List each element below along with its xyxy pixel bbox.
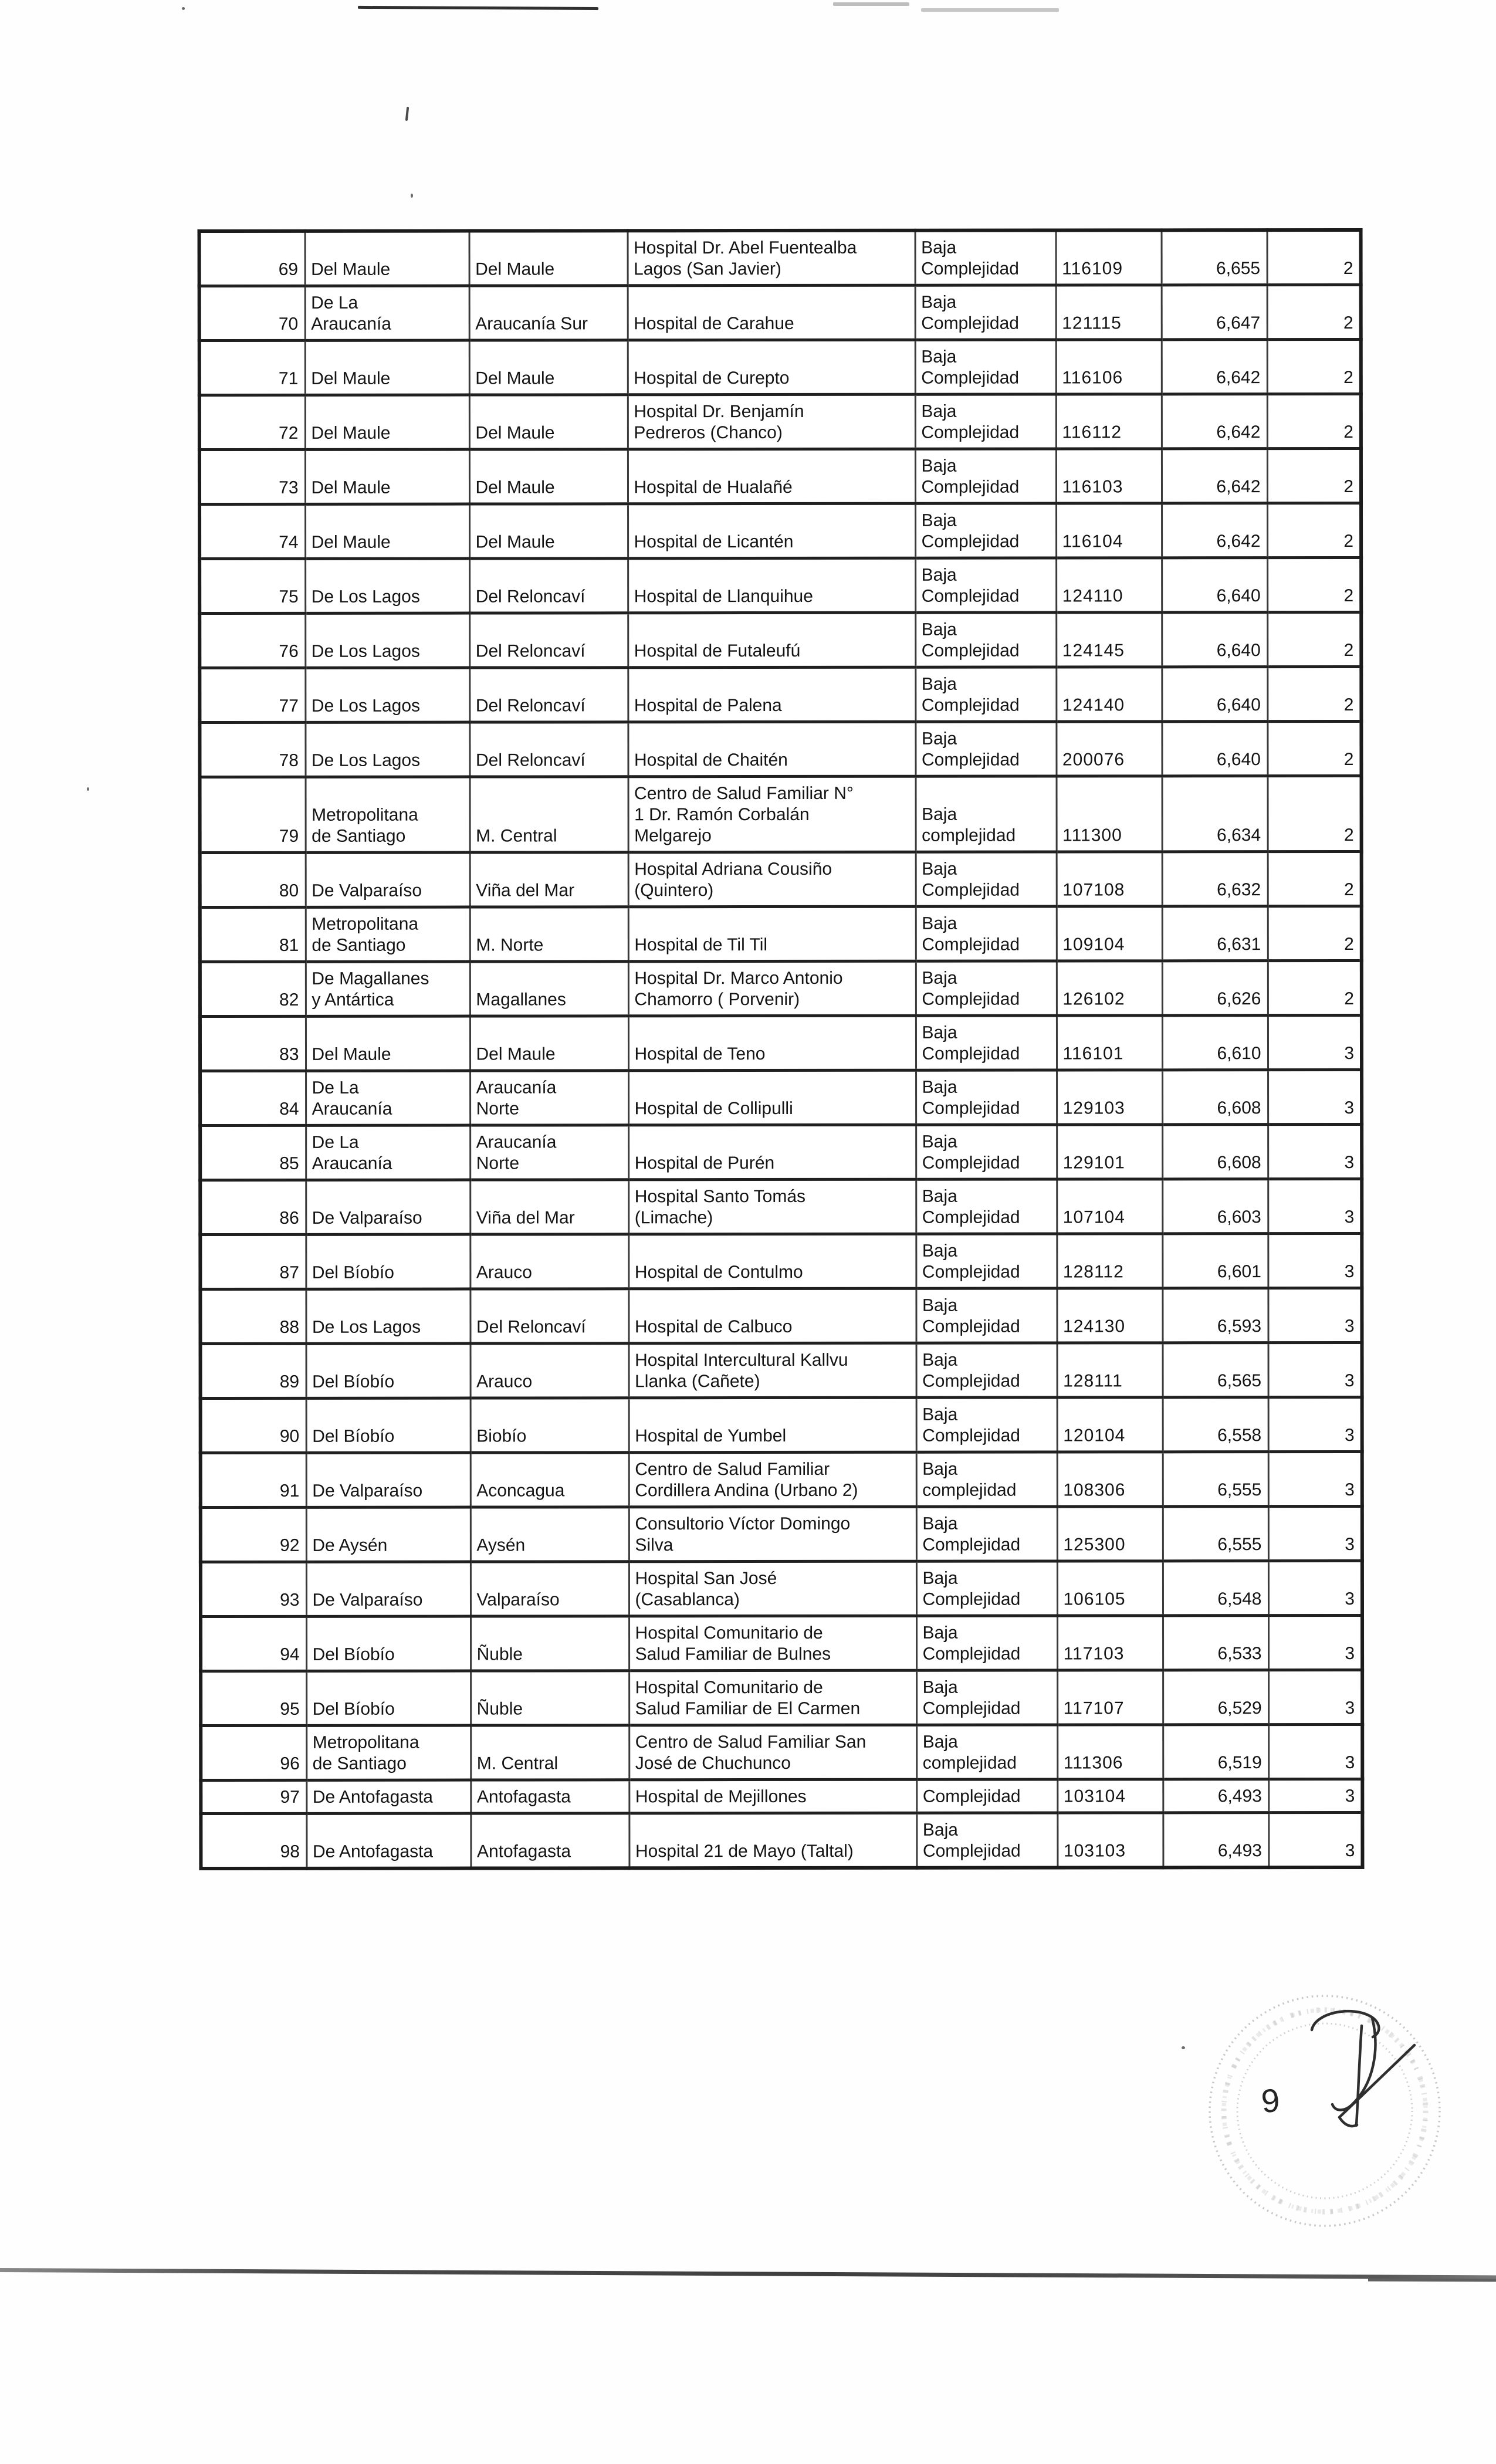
group-cell: 3 bbox=[1268, 1506, 1362, 1561]
code-cell: 128112 bbox=[1057, 1234, 1162, 1288]
group-cell: 2 bbox=[1267, 285, 1361, 339]
code-cell: 116103 bbox=[1056, 449, 1162, 503]
score-cell: 6,608 bbox=[1162, 1070, 1268, 1125]
region-cell: De Los Lagos bbox=[306, 1289, 470, 1343]
complexity-cell: Baja Complejidad bbox=[916, 1813, 1057, 1868]
establishment-cell: Centro de Salud Familiar San José de Chuchunco bbox=[629, 1725, 916, 1780]
complexity-cell: Baja complejidad bbox=[916, 1725, 1057, 1779]
establishment-cell: Hospital de Carahue bbox=[628, 285, 915, 340]
establishment-cell: Hospital Comunitario de Salud Familiar de Bulnes bbox=[629, 1616, 916, 1671]
region-cell: De Aysén bbox=[306, 1507, 471, 1562]
complexity-cell: Baja Complejidad bbox=[915, 503, 1056, 558]
table-row bbox=[201, 1451, 1362, 1507]
score-cell: 6,603 bbox=[1162, 1179, 1268, 1234]
service-cell: Viña del Mar bbox=[470, 852, 628, 907]
scan-speck bbox=[1182, 2046, 1185, 2049]
score-cell: 6,640 bbox=[1162, 722, 1267, 776]
scan-artifact-line bbox=[921, 8, 1059, 12]
region-cell: De Valparaíso bbox=[306, 1453, 471, 1507]
service-cell: Araucanía Norte bbox=[470, 1125, 628, 1180]
code-cell: 117107 bbox=[1057, 1670, 1163, 1725]
group-cell: 3 bbox=[1268, 1451, 1362, 1506]
rank-cell: 96 bbox=[201, 1725, 306, 1780]
code-cell: 103103 bbox=[1057, 1813, 1163, 1868]
table-row bbox=[199, 448, 1361, 504]
service-cell: Del Reloncaví bbox=[469, 722, 628, 777]
establishment-cell: Hospital de Palena bbox=[628, 667, 915, 722]
region-cell: De Magallanes y Antártica bbox=[306, 962, 470, 1016]
rank-cell: 93 bbox=[201, 1562, 306, 1616]
rank-cell: 91 bbox=[201, 1453, 306, 1507]
table-row bbox=[201, 1506, 1362, 1562]
establishment-cell: Hospital San José (Casablanca) bbox=[629, 1561, 916, 1616]
scan-artifact-line bbox=[833, 2, 909, 6]
rank-cell: 87 bbox=[200, 1234, 306, 1289]
establishment-cell: Centro de Salud Familiar Cordillera Andina (Urbano 2) bbox=[629, 1452, 916, 1507]
complexity-cell: Baja Complejidad bbox=[915, 394, 1056, 449]
region-cell: Metropolitana de Santiago bbox=[306, 1725, 471, 1780]
score-cell: 6,608 bbox=[1162, 1125, 1268, 1179]
service-cell: Del Reloncaví bbox=[469, 613, 628, 668]
code-cell: 116106 bbox=[1056, 340, 1162, 394]
region-cell: Del Bíobío bbox=[306, 1343, 471, 1398]
score-cell: 6,634 bbox=[1162, 776, 1268, 852]
establishment-cell: Hospital Dr. Abel Fuentealba Lagos (San Javier) bbox=[628, 231, 915, 286]
score-cell: 6,493 bbox=[1163, 1813, 1268, 1868]
group-cell: 2 bbox=[1267, 721, 1361, 776]
score-cell: 6,555 bbox=[1163, 1507, 1268, 1561]
establishment-cell: Hospital Dr. Benjamín Pedreros (Chanco) bbox=[628, 394, 915, 449]
code-cell: 117103 bbox=[1057, 1616, 1163, 1670]
score-cell: 6,493 bbox=[1163, 1779, 1268, 1813]
signature-mark bbox=[1312, 2011, 1414, 2126]
complexity-cell: Baja Complejidad bbox=[916, 1234, 1057, 1288]
region-cell: De La Araucanía bbox=[306, 1125, 470, 1180]
establishment-cell: Hospital 21 de Mayo (Taltal) bbox=[629, 1813, 916, 1868]
score-cell: 6,655 bbox=[1162, 230, 1267, 285]
code-cell: 116112 bbox=[1056, 394, 1162, 449]
service-cell: M. Central bbox=[471, 1725, 629, 1780]
group-cell: 3 bbox=[1268, 1561, 1362, 1615]
code-cell: 121115 bbox=[1056, 285, 1162, 340]
code-cell: 128111 bbox=[1057, 1343, 1163, 1397]
complexity-cell: Baja Complejidad bbox=[915, 722, 1056, 776]
rank-cell: 86 bbox=[200, 1180, 306, 1234]
complexity-cell: Baja Complejidad bbox=[915, 449, 1056, 503]
complexity-cell: Baja Complejidad bbox=[916, 1125, 1057, 1179]
score-cell: 6,640 bbox=[1162, 612, 1267, 667]
code-cell: 106105 bbox=[1057, 1561, 1163, 1616]
rank-cell: 88 bbox=[200, 1289, 306, 1343]
complexity-cell: Baja Complejidad bbox=[915, 340, 1056, 394]
service-cell: Araucanía Sur bbox=[469, 286, 628, 340]
service-cell: Viña del Mar bbox=[470, 1180, 628, 1234]
table-row bbox=[199, 230, 1361, 286]
table-row bbox=[201, 1779, 1362, 1813]
group-cell: 3 bbox=[1268, 1233, 1362, 1288]
group-cell: 2 bbox=[1268, 906, 1362, 960]
complexity-cell: Baja Complejidad bbox=[916, 1179, 1057, 1234]
complexity-cell: Baja Complejidad bbox=[916, 1507, 1057, 1561]
group-cell: 2 bbox=[1268, 960, 1362, 1015]
rank-cell: 73 bbox=[199, 449, 305, 504]
rank-cell: 76 bbox=[199, 613, 305, 668]
service-cell: Del Maule bbox=[469, 231, 628, 286]
rank-cell: 97 bbox=[201, 1780, 306, 1813]
code-cell: 200076 bbox=[1056, 722, 1162, 776]
complexity-cell: Baja Complejidad bbox=[916, 1397, 1057, 1452]
rank-cell: 79 bbox=[200, 777, 306, 852]
establishment-cell: Hospital de Purén bbox=[628, 1125, 916, 1180]
complexity-cell: Baja Complejidad bbox=[916, 1616, 1057, 1670]
complexity-cell: Baja Complejidad bbox=[916, 1070, 1057, 1125]
region-cell: De La Araucanía bbox=[306, 1071, 470, 1125]
region-cell: Del Maule bbox=[305, 449, 469, 504]
score-cell: 6,642 bbox=[1162, 340, 1267, 394]
table-row bbox=[201, 1342, 1362, 1398]
region-cell: Del Bíobío bbox=[306, 1671, 471, 1725]
code-cell: 124110 bbox=[1056, 558, 1162, 612]
code-cell: 124145 bbox=[1056, 612, 1162, 667]
service-cell: Aysén bbox=[471, 1507, 629, 1562]
region-cell: Metropolitana de Santiago bbox=[306, 777, 470, 852]
table-row bbox=[199, 503, 1361, 559]
score-cell: 6,555 bbox=[1163, 1452, 1268, 1507]
service-cell: Del Maule bbox=[470, 1016, 628, 1071]
group-cell: 3 bbox=[1268, 1724, 1362, 1779]
establishment-cell: Hospital de Til Til bbox=[628, 906, 916, 962]
establishment-cell: Hospital Adriana Cousiño (Quintero) bbox=[628, 852, 916, 907]
service-cell: Ñuble bbox=[471, 1671, 629, 1725]
service-cell: Del Maule bbox=[469, 395, 628, 449]
rank-cell: 83 bbox=[200, 1016, 306, 1071]
region-cell: Metropolitana de Santiago bbox=[306, 907, 470, 962]
complexity-cell: Baja Complejidad bbox=[915, 231, 1056, 286]
rank-cell: 72 bbox=[199, 395, 305, 449]
table-row bbox=[199, 721, 1361, 777]
group-cell: 3 bbox=[1268, 1615, 1362, 1670]
complexity-cell: Baja Complejidad bbox=[916, 1288, 1057, 1343]
service-cell: Del Reloncaví bbox=[469, 559, 628, 613]
table-row bbox=[200, 1015, 1362, 1071]
rank-cell: 90 bbox=[201, 1398, 306, 1453]
service-cell: Del Maule bbox=[469, 449, 628, 504]
group-cell: 3 bbox=[1268, 1670, 1362, 1724]
group-cell: 3 bbox=[1268, 1812, 1362, 1867]
code-cell: 129101 bbox=[1057, 1125, 1162, 1179]
group-cell: 2 bbox=[1267, 339, 1361, 394]
table-row bbox=[200, 906, 1362, 962]
group-cell: 3 bbox=[1268, 1015, 1362, 1069]
hospitals-table-container bbox=[198, 228, 1361, 1870]
group-cell: 3 bbox=[1268, 1779, 1362, 1812]
rank-cell: 78 bbox=[199, 722, 305, 777]
table-row bbox=[199, 557, 1361, 613]
establishment-cell: Hospital de Yumbel bbox=[629, 1397, 916, 1453]
code-cell: 124130 bbox=[1057, 1288, 1162, 1343]
code-cell: 111306 bbox=[1057, 1725, 1163, 1779]
rank-cell: 89 bbox=[201, 1343, 306, 1398]
region-cell: De Los Lagos bbox=[305, 722, 469, 777]
establishment-cell: Hospital de Teno bbox=[628, 1016, 916, 1071]
group-cell: 2 bbox=[1267, 666, 1361, 721]
table-row bbox=[200, 1233, 1362, 1289]
service-cell: Araucanía Norte bbox=[470, 1071, 628, 1125]
score-cell: 6,593 bbox=[1162, 1288, 1268, 1343]
group-cell: 2 bbox=[1267, 394, 1361, 448]
complexity-cell: Baja Complejidad bbox=[915, 612, 1056, 667]
table-row bbox=[200, 1124, 1362, 1180]
score-cell: 6,642 bbox=[1162, 449, 1267, 503]
service-cell: Del Maule bbox=[469, 504, 628, 559]
establishment-cell: Consultorio Víctor Domingo Silva bbox=[629, 1507, 916, 1562]
service-cell: Magallanes bbox=[470, 962, 628, 1016]
region-cell: De Antofagasta bbox=[306, 1780, 471, 1813]
establishment-cell: Hospital Intercultural Kallvu Llanka (Cañete) bbox=[629, 1343, 916, 1398]
rank-cell: 75 bbox=[199, 559, 305, 613]
establishment-cell: Hospital de Hualañé bbox=[628, 449, 915, 504]
service-cell: Biobío bbox=[471, 1398, 629, 1453]
establishment-cell: Hospital de Futaleufú bbox=[628, 612, 915, 668]
establishment-cell: Hospital Comunitario de Salud Familiar de El Carmen bbox=[629, 1670, 916, 1725]
group-cell: 2 bbox=[1267, 448, 1361, 503]
score-cell: 6,529 bbox=[1163, 1670, 1268, 1725]
rank-cell: 71 bbox=[199, 340, 305, 395]
service-cell: Ñuble bbox=[471, 1616, 629, 1671]
region-cell: De Valparaíso bbox=[306, 1562, 471, 1616]
score-cell: 6,640 bbox=[1162, 558, 1267, 612]
group-cell: 3 bbox=[1268, 1342, 1362, 1397]
score-cell: 6,631 bbox=[1162, 906, 1268, 961]
region-cell: De La Araucanía bbox=[305, 286, 469, 340]
complexity-cell: Complejidad bbox=[916, 1779, 1057, 1813]
scan-speck bbox=[182, 7, 185, 10]
establishment-cell: Hospital de Contulmo bbox=[628, 1234, 916, 1289]
table-row bbox=[201, 1615, 1362, 1671]
region-cell: De Valparaíso bbox=[306, 1180, 470, 1234]
establishment-cell: Centro de Salud Familiar N° 1 Dr. Ramón Corbalán Melgarejo bbox=[628, 776, 916, 852]
group-cell: 2 bbox=[1268, 776, 1362, 851]
service-cell: Antofagasta bbox=[471, 1813, 629, 1869]
rank-cell: 92 bbox=[201, 1507, 306, 1562]
service-cell: Arauco bbox=[471, 1343, 629, 1398]
complexity-cell: Baja Complejidad bbox=[915, 285, 1056, 340]
code-cell: 125300 bbox=[1057, 1507, 1163, 1561]
score-cell: 6,533 bbox=[1163, 1616, 1268, 1670]
service-cell: M. Central bbox=[470, 777, 628, 852]
establishment-cell: Hospital Dr. Marco Antonio Chamorro ( Porvenir) bbox=[628, 961, 916, 1016]
service-cell: Del Maule bbox=[469, 340, 628, 395]
rank-cell: 74 bbox=[199, 504, 305, 559]
scan-artifact-line bbox=[358, 6, 598, 10]
rank-cell: 94 bbox=[201, 1616, 306, 1671]
scan-speck bbox=[411, 194, 413, 198]
code-cell: 108306 bbox=[1057, 1452, 1163, 1507]
rank-cell: 69 bbox=[199, 231, 305, 286]
score-cell: 6,548 bbox=[1163, 1561, 1268, 1616]
group-cell: 3 bbox=[1268, 1288, 1362, 1342]
complexity-cell: Baja Complejidad bbox=[916, 906, 1057, 961]
group-cell: 2 bbox=[1267, 503, 1361, 557]
region-cell: Del Bíobío bbox=[306, 1398, 471, 1453]
page-number: 9 bbox=[1260, 2081, 1281, 2120]
rank-cell: 70 bbox=[199, 286, 305, 340]
region-cell: Del Maule bbox=[305, 340, 469, 395]
complexity-cell: Baja Complejidad bbox=[916, 1016, 1057, 1070]
complexity-cell: Baja Complejidad bbox=[916, 852, 1057, 906]
code-cell: 116101 bbox=[1057, 1016, 1162, 1070]
complexity-cell: Baja Complejidad bbox=[915, 667, 1056, 722]
score-cell: 6,632 bbox=[1162, 852, 1268, 906]
service-cell: M. Norte bbox=[470, 907, 628, 962]
service-cell: Valparaíso bbox=[471, 1562, 629, 1616]
region-cell: Del Maule bbox=[305, 395, 469, 449]
complexity-cell: Baja Complejidad bbox=[916, 1561, 1057, 1616]
table-row bbox=[201, 1561, 1362, 1616]
table-body bbox=[199, 230, 1363, 1869]
group-cell: 2 bbox=[1267, 557, 1361, 612]
score-cell: 6,640 bbox=[1162, 667, 1267, 722]
code-cell: 103104 bbox=[1057, 1779, 1163, 1813]
score-cell: 6,558 bbox=[1163, 1397, 1268, 1452]
establishment-cell: Hospital de Chaitén bbox=[628, 722, 915, 777]
establishment-cell: Hospital de Licantén bbox=[628, 503, 915, 559]
establishment-cell: Hospital de Collipulli bbox=[628, 1070, 916, 1125]
score-cell: 6,519 bbox=[1163, 1725, 1268, 1779]
region-cell: Del Maule bbox=[306, 1016, 470, 1071]
table-row bbox=[200, 1288, 1362, 1343]
complexity-cell: Baja complejidad bbox=[916, 776, 1057, 852]
group-cell: 3 bbox=[1268, 1179, 1362, 1233]
region-cell: De Los Lagos bbox=[305, 559, 469, 613]
service-cell: Del Reloncaví bbox=[470, 1289, 628, 1343]
table-row bbox=[201, 1670, 1362, 1725]
service-cell: Arauco bbox=[470, 1234, 628, 1289]
group-cell: 2 bbox=[1267, 230, 1361, 285]
complexity-cell: Baja complejidad bbox=[916, 1452, 1057, 1507]
establishment-cell: Hospital Santo Tomás (Limache) bbox=[628, 1179, 916, 1234]
table-row bbox=[199, 666, 1361, 722]
code-cell: 129103 bbox=[1057, 1070, 1162, 1125]
region-cell: Del Bíobío bbox=[306, 1234, 470, 1289]
code-cell: 120104 bbox=[1057, 1397, 1163, 1452]
rank-cell: 82 bbox=[200, 962, 306, 1016]
complexity-cell: Baja Complejidad bbox=[915, 558, 1056, 612]
code-cell: 109104 bbox=[1057, 906, 1162, 961]
rank-cell: 85 bbox=[200, 1125, 306, 1180]
region-cell: De Los Lagos bbox=[305, 668, 469, 722]
score-cell: 6,626 bbox=[1162, 961, 1268, 1016]
service-cell: Del Reloncaví bbox=[469, 668, 628, 722]
code-cell: 116104 bbox=[1056, 503, 1162, 558]
complexity-cell: Baja Complejidad bbox=[916, 961, 1057, 1016]
score-cell: 6,565 bbox=[1163, 1343, 1268, 1397]
establishment-cell: Hospital de Calbuco bbox=[628, 1288, 916, 1343]
group-cell: 2 bbox=[1268, 851, 1362, 906]
rank-cell: 81 bbox=[200, 907, 306, 962]
table-row bbox=[200, 851, 1362, 907]
table-row bbox=[199, 339, 1361, 395]
establishment-cell: Hospital de Curepto bbox=[628, 340, 915, 395]
table-row bbox=[200, 776, 1362, 852]
score-cell: 6,601 bbox=[1162, 1234, 1268, 1288]
code-cell: 126102 bbox=[1057, 961, 1162, 1016]
complexity-cell: Baja Complejidad bbox=[916, 1343, 1057, 1397]
score-cell: 6,642 bbox=[1162, 503, 1267, 558]
code-cell: 116109 bbox=[1056, 230, 1162, 285]
establishment-cell: Hospital de Llanquihue bbox=[628, 558, 915, 613]
region-cell: De Valparaíso bbox=[306, 852, 470, 907]
table-row bbox=[199, 285, 1361, 340]
rank-cell: 95 bbox=[201, 1671, 306, 1725]
rank-cell: 80 bbox=[200, 852, 306, 907]
code-cell: 111300 bbox=[1057, 776, 1162, 852]
establishment-cell: Hospital de Mejillones bbox=[629, 1779, 916, 1813]
table-row bbox=[201, 1812, 1362, 1869]
rank-cell: 77 bbox=[199, 668, 305, 722]
complexity-cell: Baja Complejidad bbox=[916, 1670, 1057, 1725]
score-cell: 6,642 bbox=[1162, 394, 1267, 449]
table-row bbox=[200, 1069, 1362, 1125]
service-cell: Antofagasta bbox=[471, 1780, 629, 1813]
table-row bbox=[200, 1179, 1362, 1234]
group-cell: 2 bbox=[1267, 612, 1361, 666]
score-cell: 6,610 bbox=[1162, 1016, 1268, 1070]
bottom-scan-line bbox=[0, 2268, 1496, 2279]
region-cell: Del Maule bbox=[305, 504, 469, 559]
bottom-scan-line-step bbox=[1368, 2279, 1496, 2282]
table-row bbox=[199, 394, 1361, 449]
code-cell: 107108 bbox=[1057, 852, 1162, 906]
code-cell: 124140 bbox=[1056, 667, 1162, 722]
region-cell: De Antofagasta bbox=[306, 1813, 471, 1869]
table-row bbox=[199, 612, 1361, 668]
hospitals-table bbox=[198, 228, 1365, 1870]
region-cell: De Los Lagos bbox=[305, 613, 469, 668]
service-cell: Aconcagua bbox=[471, 1453, 629, 1507]
rank-cell: 84 bbox=[200, 1071, 306, 1125]
group-cell: 3 bbox=[1268, 1069, 1362, 1124]
official-stamp bbox=[1197, 1983, 1449, 2241]
scan-artifact-tick bbox=[405, 107, 409, 121]
group-cell: 3 bbox=[1268, 1397, 1362, 1451]
score-cell: 6,647 bbox=[1162, 285, 1267, 340]
region-cell: Del Bíobío bbox=[306, 1616, 471, 1671]
table-row bbox=[201, 1397, 1362, 1453]
scan-speck bbox=[87, 787, 89, 791]
group-cell: 3 bbox=[1268, 1124, 1362, 1179]
region-cell: Del Maule bbox=[305, 231, 469, 286]
rank-cell: 98 bbox=[201, 1813, 306, 1869]
table-row bbox=[200, 960, 1362, 1016]
table-row bbox=[201, 1724, 1362, 1780]
code-cell: 107104 bbox=[1057, 1179, 1162, 1234]
